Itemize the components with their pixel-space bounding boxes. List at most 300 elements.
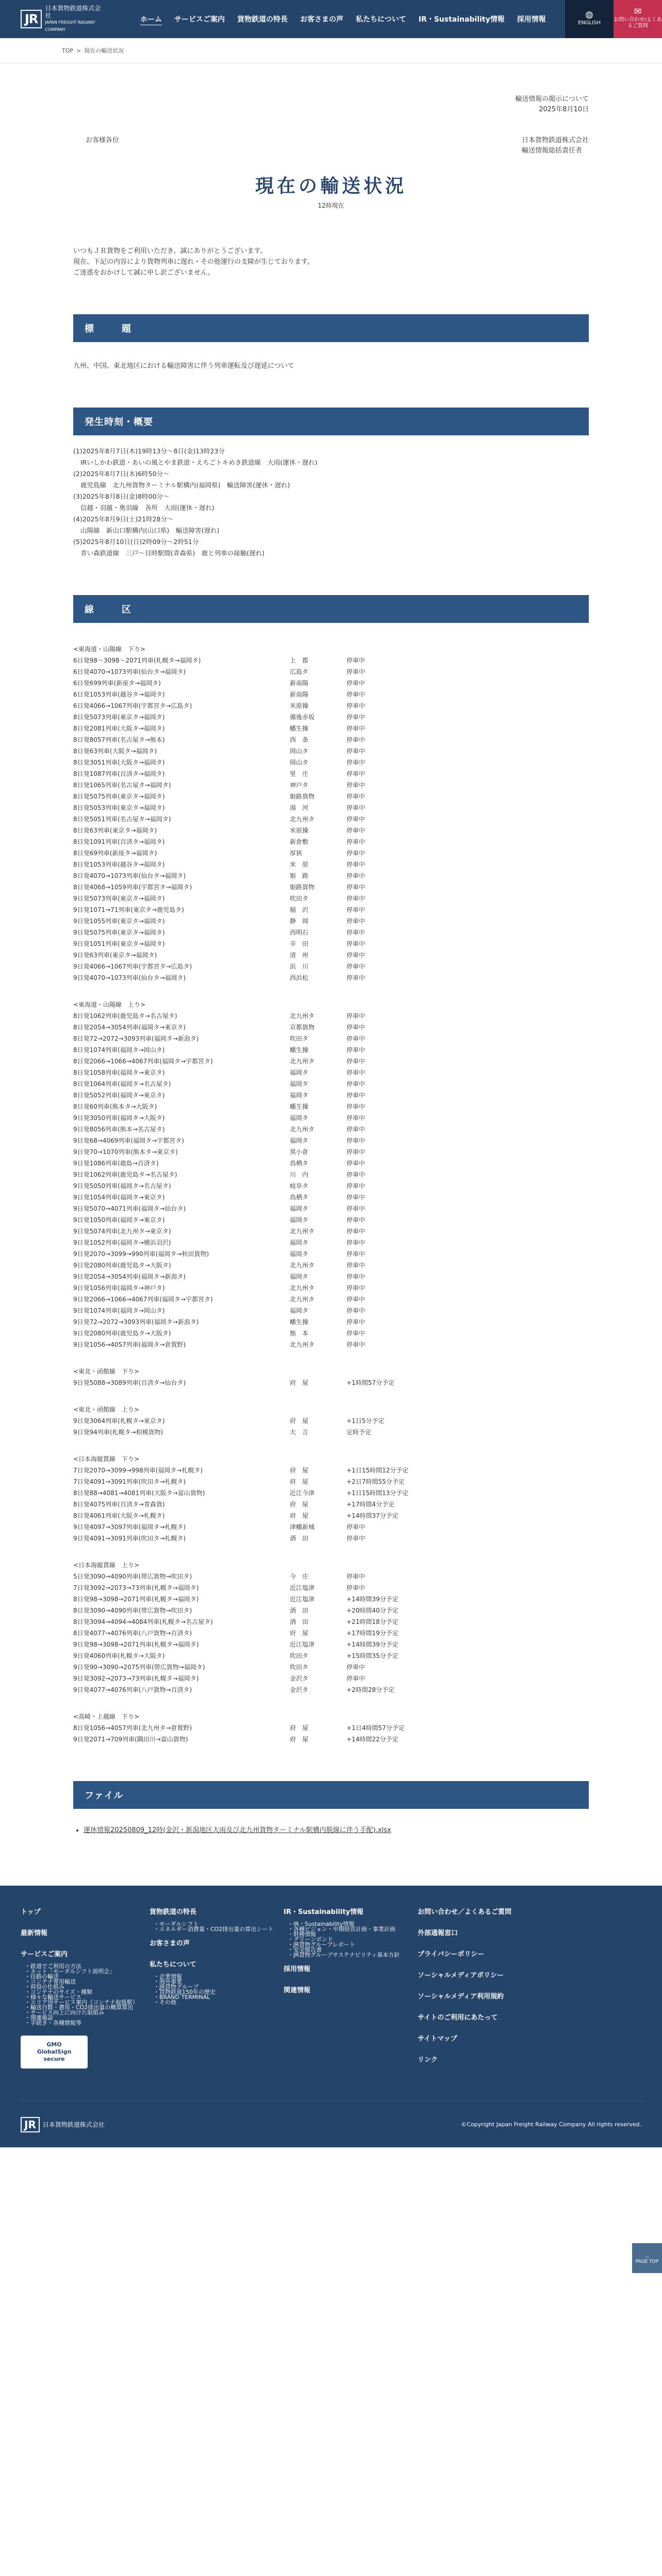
train-name: 8日発3090→4090列車(帯広貨物→吹田タ): [73, 1607, 192, 1614]
footer-link[interactable]: 私たちについて: [150, 1961, 196, 1969]
train-location: 北九州タ: [290, 1058, 315, 1065]
table-row: [73, 1605, 589, 1616]
table-row: [73, 655, 589, 666]
table-row: [73, 1180, 589, 1192]
event-detail: 青い森鉄道線 三戸～目時駅間(青森県) 鹿と列車の接触(遅れ): [80, 549, 265, 557]
nav-home[interactable]: ホーム: [140, 15, 162, 24]
table-row: [73, 1377, 589, 1388]
train-name: 8日発4070→1073列車(仙台タ→福岡タ): [73, 872, 186, 879]
footer-sub-link[interactable]: ・IR・Sustainability情報: [288, 1921, 355, 1927]
footer-sub-link[interactable]: ・コンテナ専用輸送: [25, 1978, 76, 1985]
train-location: 福岡タ: [290, 1137, 309, 1144]
train-status: 停車中: [346, 1012, 366, 1020]
train-name: 9日発1086列車(鹿島→百済タ): [73, 1160, 159, 1167]
train-status: 停車中: [346, 1171, 366, 1178]
footer-logo-mark: JR: [21, 2117, 40, 2132]
table-row: [73, 1571, 589, 1582]
table-row: [73, 1078, 589, 1090]
table-row: [73, 1499, 589, 1510]
footer-link[interactable]: 関連情報: [284, 1987, 311, 1994]
table-row: [73, 1316, 589, 1328]
train-name: 9日発4091→3091列車(吹田タ→札幌タ): [73, 1535, 186, 1542]
table-row: [73, 802, 589, 814]
train-location: 新南陽: [290, 691, 309, 698]
train-status: +2時間28分予定: [346, 1686, 394, 1693]
table-row: [73, 1616, 589, 1628]
nav-features[interactable]: 貨物鉄道の特長: [237, 15, 288, 24]
train-status: 停車中: [346, 816, 366, 823]
footer-sub-link[interactable]: ・様々な輸送サービス: [25, 1994, 81, 2001]
train-status: 停車中: [346, 952, 366, 959]
mail-icon: ✉: [634, 6, 642, 17]
global-nav: [134, 0, 552, 38]
table-row: [73, 666, 589, 677]
train-status: 停車中: [346, 1160, 366, 1167]
train-status: 停車中: [346, 759, 366, 766]
train-name: 9日発5088→3089列車(百済タ→仙台タ): [73, 1379, 186, 1386]
notice-date: 2025年8月10日: [539, 106, 589, 113]
footer-sub-link[interactable]: ・往路の輸送: [25, 1973, 59, 1980]
train-status: 停車中: [346, 1228, 366, 1235]
train-name: 6日発4070→1073列車(仙台タ→福岡タ): [73, 668, 186, 675]
footer-sub-link[interactable]: ・その他: [154, 1999, 176, 2006]
train-location: 西 条: [290, 736, 309, 743]
train-name: 8日発1074列車(福岡タ→岡山タ): [73, 1046, 165, 1054]
footer-sub-link[interactable]: ・モーダルシフト: [154, 1921, 199, 1927]
logo-text-en: JAPAN FREIGHT RAILWAY COMPANY: [45, 20, 95, 32]
train-location: 西浜松: [290, 974, 309, 981]
main-content: [73, 63, 589, 1834]
train-location: 京都貨物: [290, 1024, 315, 1031]
table-row: [73, 1226, 589, 1237]
footer-sub-link[interactable]: ・サービス向上に向けた取組み: [25, 2009, 104, 2016]
table-row: [73, 1639, 589, 1650]
footer-sub-link[interactable]: ・各種ビジョン・中期経営計画・事業計画: [288, 1926, 395, 1933]
line-block: [73, 1366, 589, 1388]
footer-logo[interactable]: [21, 2117, 105, 2132]
nav-ir[interactable]: IR・Sustainability情報: [418, 15, 505, 24]
train-status: 停車中: [346, 691, 366, 698]
table-row: [73, 1056, 589, 1067]
train-location: 浜 川: [290, 963, 309, 970]
footer-sub-link[interactable]: ・コンテナのサイズ・種類: [25, 1989, 93, 1995]
train-name: 8日発1058列車(福岡タ→東京タ): [73, 1069, 165, 1076]
train-status: 停車中: [346, 963, 366, 970]
train-name: 9日発1074列車(福岡タ→岡山タ): [73, 1307, 165, 1314]
table-row: [73, 1090, 589, 1101]
train-name: 9日発94列車(札幌タ→相模貨物): [73, 1429, 163, 1436]
train-name: 8日発5073列車(東京タ→福岡タ): [73, 714, 165, 721]
train-name: 7日発4091→3091列車(吹田タ→札幌タ): [73, 1478, 186, 1485]
footer-sub-link[interactable]: ・エリア別サービス案内（コンテナ取扱駅）: [25, 1999, 138, 2006]
train-location: 北九州タ: [290, 1284, 315, 1292]
train-location: 岡山タ: [290, 748, 309, 755]
train-location: 府 屋: [290, 1724, 309, 1732]
train-location: 吹田タ: [290, 1035, 309, 1042]
jr-logo-mark: JR: [21, 10, 42, 28]
train-status: 停車中: [346, 1318, 366, 1326]
page-title: 現在の輸送状況: [255, 175, 407, 197]
footer-sub-link[interactable]: ・海外事業: [154, 1978, 182, 1985]
footer-sub-link[interactable]: ・鉄道でご利用の方法: [25, 1963, 81, 1970]
train-name: 9日発4066→1067列車(宇都宮タ→広島タ): [73, 963, 192, 970]
train-location: 金沢タ: [290, 1686, 309, 1693]
site-header: [0, 0, 662, 38]
footer-sub-link[interactable]: ・輸送日数・費用・CO2排出量の概算算出: [25, 2004, 134, 2011]
train-name: 9日発1062列車(鹿児島タ→名古屋タ): [73, 1171, 177, 1178]
train-status: +1日4時間57分予定: [346, 1724, 405, 1732]
footer-sub-link[interactable]: ・企業情報: [154, 1973, 182, 1980]
train-status: 停車中: [346, 1584, 366, 1591]
train-location: 姫 路: [290, 872, 309, 879]
train-location: 福岡タ: [290, 1250, 309, 1258]
train-status: 停車中: [346, 725, 366, 732]
contact-button[interactable]: [614, 0, 662, 38]
table-row: [73, 938, 589, 950]
train-name: 8日発98→3098→2071列車(札幌タ→福岡タ): [73, 1596, 199, 1603]
table-row: [73, 1158, 589, 1169]
footer-sub-link[interactable]: ・貨物鉄道150年の歴史: [154, 1989, 216, 1995]
table-row: [73, 1415, 589, 1427]
table-row: [73, 745, 589, 757]
table-row: [73, 1582, 589, 1594]
event-list: [73, 446, 589, 559]
train-location: 広島タ: [290, 668, 309, 675]
train-status: +1時間57分予定: [346, 1379, 394, 1386]
train-location: 酒 田: [290, 1535, 309, 1542]
table-row: [73, 882, 589, 893]
nav-recruit[interactable]: 採用情報: [517, 15, 546, 24]
train-location: 府 屋: [290, 1630, 309, 1637]
train-name: 9日発72→2072→3093列車(福岡タ→新潟タ): [73, 1318, 199, 1326]
train-name: 9日発1071→71列車(東京タ→鹿児島タ): [73, 906, 184, 913]
table-row: [73, 677, 589, 689]
table-row: [73, 1339, 589, 1350]
footer-link[interactable]: 最新情報: [21, 1929, 48, 1937]
line-name: <日本海縦貫線 上り>: [73, 1562, 140, 1569]
train-name: 9日発68→4069列車(福岡タ→宇都宮タ): [73, 1137, 184, 1144]
footer-link[interactable]: サービスご案内: [21, 1951, 68, 1958]
table-row: [73, 961, 589, 972]
intro-line: ご迷惑をおかけして誠に申し訳ございません。: [73, 269, 214, 277]
table-row: [73, 1169, 589, 1180]
table-row: [73, 1067, 589, 1078]
train-location: 福岡タ: [290, 1239, 309, 1246]
footer-logo-text: 日本貨物鉄道株式会社: [42, 2121, 105, 2128]
train-name: 9日発98→3098→2071列車(札幌タ→福岡タ): [73, 1641, 199, 1648]
contact-label: お問い合わせ/よくあるご質問: [614, 17, 662, 29]
train-location: 湯 河: [290, 804, 309, 811]
train-name: 8日発88→4081→4081列車(大阪タ→富山貨物): [73, 1489, 205, 1497]
train-location: 川 内: [290, 1171, 309, 1178]
table-row: [73, 1305, 589, 1316]
train-location: 幡生操: [290, 1318, 309, 1326]
train-name: 8日発4077→4076列車(八戸貨物→百済タ): [73, 1630, 192, 1637]
file-list: [73, 1824, 589, 1834]
footer-link[interactable]: プライバシーポリシー: [418, 1951, 485, 1958]
train-status: +14時間37分予定: [346, 1512, 399, 1519]
footer-link[interactable]: リンク: [418, 2056, 438, 2064]
footer-link[interactable]: IR・Sustainability情報: [284, 1908, 364, 1916]
train-status: 停車中: [346, 1205, 366, 1212]
train-name: 7日発2070→3099→998列車(福岡タ→札幌タ): [73, 1467, 203, 1474]
footer-sub-link[interactable]: ・JR貨物グループ: [154, 1984, 199, 1990]
table-row: [73, 757, 589, 768]
footer-col-3: [284, 1906, 418, 2075]
train-location: 幡生操: [290, 1103, 309, 1110]
footer-link[interactable]: サイトのご利用にあたって: [418, 2014, 498, 2022]
page-top-label: PAGE TOP: [635, 2259, 659, 2264]
nav-service[interactable]: サービスご案内: [174, 15, 225, 24]
train-location: 府 屋: [290, 1467, 309, 1474]
table-row: [73, 870, 589, 882]
train-location: 西明石: [290, 929, 309, 936]
event-time: (3)2025年8月8日(金)8時00分～: [73, 493, 170, 500]
train-name: 9日発5075列車(東京タ→福岡タ): [73, 929, 165, 936]
train-name: 9日発1052列車(福岡タ→横浜羽沢): [73, 1239, 171, 1246]
footer-sub-link[interactable]: ・荷役の仕組み: [25, 1984, 64, 1990]
train-name: 9日発1051列車(東京タ→福岡タ): [73, 940, 165, 947]
train-name: 9日発4077→4076列車(八戸貨物→百済タ): [73, 1686, 192, 1693]
footer-link[interactable]: ソーシャルメディア利用規約: [418, 1993, 504, 2001]
nav-about[interactable]: 私たちについて: [356, 15, 406, 24]
train-location: 福岡タ: [290, 1307, 309, 1314]
status-time: 12時現在: [318, 202, 344, 209]
table-row: [73, 1022, 589, 1033]
table-row: [73, 1248, 589, 1260]
train-status: 停車中: [346, 804, 366, 811]
train-status: 停車中: [346, 714, 366, 721]
train-name: 6日発699列車(新座タ→福岡タ): [73, 680, 161, 687]
event-time: (2)2025年8月7日(木)6時50分～: [73, 470, 170, 478]
table-row: [73, 1734, 589, 1745]
train-location: 里 庄: [290, 770, 309, 777]
train-location: 北九州タ: [290, 1262, 315, 1269]
train-name: 9日発5050列車(福岡タ→名古屋タ): [73, 1182, 171, 1190]
footer-sub-link[interactable]: ・JR貨物グループサステナビリティ基本方針: [288, 1952, 400, 1958]
train-name: 8日発1053列車(越谷タ→福岡タ): [73, 861, 165, 868]
file-download-link[interactable]: • 運休情報20250809_12時(金沢・新潟地区大雨及び北九州貨物ターミナル駅構内脱線に伴う手配).xlsx: [84, 1824, 589, 1834]
footer-link[interactable]: お客さまの声: [150, 1940, 190, 1947]
train-status: 停車中: [346, 861, 366, 868]
train-name: 8日発3051列車(大阪タ→福岡タ): [73, 759, 165, 766]
train-name: 8日発3094→4094→4084列車(札幌タ→名古屋タ): [73, 1618, 213, 1625]
train-status: +2日7時間55分予定: [346, 1478, 405, 1485]
train-status: 停車中: [346, 668, 366, 675]
train-name: 9日発4070→1073列車(仙台タ→福岡タ): [73, 974, 186, 981]
footer-col-4: [418, 1906, 562, 2075]
train-location: 吹田タ: [290, 1652, 309, 1659]
train-status: 停車中: [346, 1296, 366, 1303]
table-row: [73, 1722, 589, 1734]
jr-freight-logo[interactable]: [0, 5, 103, 33]
table-row: [73, 1533, 589, 1544]
train-location: 北九州タ: [290, 816, 315, 823]
page-top-button[interactable]: [632, 2243, 662, 2273]
train-status: 停車中: [346, 838, 366, 845]
train-location: 岡山タ: [290, 759, 309, 766]
train-name: 9日発3050列車(福岡タ→大阪タ): [73, 1114, 165, 1122]
train-name: 9日発5070→4071列車(福岡タ→仙台タ): [73, 1205, 186, 1212]
section-events-heading: 発生時刻・概要: [73, 408, 589, 435]
train-location: 吹田タ: [290, 895, 309, 902]
train-location: 辛 田: [290, 940, 309, 947]
breadcrumb: [0, 38, 662, 63]
table-row: [73, 1476, 589, 1487]
train-name: 8日発5053列車(東京タ→福岡タ): [73, 804, 165, 811]
train-location: 府 屋: [290, 1512, 309, 1519]
footer-sub-link[interactable]: ・JR貨物グループレポート: [288, 1941, 355, 1948]
footer-sub-link[interactable]: ・ネット「モーダルシフト説明会」: [25, 1968, 115, 1975]
train-status: +14時間39分予定: [346, 1641, 399, 1648]
table-row: [73, 1135, 589, 1146]
train-location: 幡生操: [290, 1046, 309, 1054]
train-name: 8日発60列車(熊本タ→大阪タ): [73, 1103, 157, 1110]
train-name: 8日発5075列車(東京タ→福岡タ): [73, 793, 165, 800]
train-status: 停車中: [346, 906, 366, 913]
footer-link[interactable]: お問い合わせ／よくあるご質問: [418, 1908, 512, 1916]
table-row: [73, 927, 589, 938]
footer-link[interactable]: 採用情報: [284, 1965, 311, 1973]
train-status: 停車中: [346, 872, 366, 879]
site-footer: [0, 1886, 662, 2147]
train-location: 北九州タ: [290, 1296, 315, 1303]
train-status: 停車中: [346, 736, 366, 743]
train-location: 姫路貨物: [290, 793, 315, 800]
table-row: [73, 836, 589, 848]
table-row: [73, 814, 589, 825]
train-status: 停車中: [346, 1092, 366, 1099]
globalsign-badge: [21, 2036, 88, 2069]
train-location: 稲 沢: [290, 906, 309, 913]
footer-sub-link[interactable]: ・グリーンボンド: [288, 1936, 333, 1943]
train-status: 停車中: [346, 1573, 366, 1580]
train-status: 停車中: [346, 1126, 366, 1133]
headline-text: 九州、中国、東北地区における輸送障害に伴う列車運転及び遅延について: [73, 362, 294, 370]
train-location: 厚狭: [290, 850, 303, 857]
footer-sub-link[interactable]: ・財務情報: [288, 1931, 316, 1938]
table-row: [73, 1427, 589, 1438]
table-row: [73, 791, 589, 802]
train-status: +1日15時間13分予定: [346, 1489, 409, 1497]
nav-customer-voice[interactable]: お客さまの声: [300, 15, 343, 24]
train-status: 停車中: [346, 1307, 366, 1314]
train-location: 岐阜タ: [290, 1182, 309, 1190]
line-block: [73, 1404, 589, 1438]
train-location: 北九州タ: [290, 1228, 315, 1235]
footer-link[interactable]: ソーシャルメディアポリシー: [418, 1972, 504, 1979]
train-name: 5日発3090→4090列車(帯広貨物→吹田タ): [73, 1573, 192, 1580]
table-row: [73, 734, 589, 745]
train-location: 福岡タ: [290, 1205, 309, 1212]
table-row: [73, 1237, 589, 1248]
table-row: [73, 779, 589, 791]
train-status: 停車中: [346, 918, 366, 925]
train-status: 停車中: [346, 1216, 366, 1224]
footer-sub-link[interactable]: ・エネルギー消費量・CO2排出量の算出シート: [154, 1926, 274, 1933]
train-location: 福岡タ: [290, 1216, 309, 1224]
footer-sub-link[interactable]: ・BRAND TERMINAL: [154, 1994, 210, 2001]
english-button[interactable]: [565, 0, 614, 38]
train-name: 8日発5052列車(福岡タ→東京タ): [73, 1092, 165, 1099]
train-name: 9日発2070→3099→990列車(福岡タ→秋田貨物): [73, 1250, 209, 1258]
train-name: 8日発4061列車(大阪タ→札幌タ): [73, 1512, 165, 1519]
table-row: [73, 1203, 589, 1214]
table-row: [73, 1673, 589, 1684]
train-location: 北九州タ: [290, 1126, 315, 1133]
footer-link[interactable]: サイトマップ: [418, 2035, 457, 2043]
train-name: 9日発2071→709列車(隅田川→富山貨物): [73, 1736, 188, 1743]
train-location: 熊 本: [290, 1330, 309, 1337]
train-name: 8日発63列車(東京タ→福岡タ): [73, 827, 157, 834]
train-name: 8日発5051列車(名古屋タ→福岡タ): [73, 816, 171, 823]
breadcrumb-top[interactable]: TOP: [62, 47, 74, 54]
section-file-heading: ファイル: [73, 1781, 589, 1809]
event-detail: 鹿児島線 北九州貨物ターミナル駅構内(福岡県) 輸送障害(運休・遅れ): [80, 481, 290, 489]
section-lines-heading: 線 区: [73, 595, 589, 623]
notice-label: 輸送情報の掲示について: [515, 95, 589, 103]
table-row: [73, 1662, 589, 1673]
table-row: [73, 1112, 589, 1124]
train-name: 8日発1087列車(百済タ→福岡タ): [73, 770, 165, 777]
train-location: 近江塩津: [290, 1641, 315, 1648]
train-name: 9日発1056→4057列車(福岡タ→倉賀野): [73, 1341, 186, 1348]
footer-sub-link[interactable]: ・関連施設: [25, 2014, 53, 2021]
train-status: +21時間18分予定: [346, 1618, 399, 1625]
train-status: 停車中: [346, 827, 366, 834]
train-location: 姫路貨物: [290, 884, 315, 891]
train-location: 幡生操: [290, 725, 309, 732]
line-block: [73, 1711, 589, 1745]
table-row: [73, 1033, 589, 1044]
train-location: 近江塩津: [290, 1584, 315, 1591]
footer-link[interactable]: トップ: [21, 1908, 41, 1916]
chevron-up-icon: ︿: [644, 2253, 650, 2259]
train-location: 北九州タ: [290, 1012, 315, 1020]
event-time: (4)2025年8月9日(土)21時28分～: [73, 515, 174, 523]
train-status: 停車中: [346, 1239, 366, 1246]
footer-link[interactable]: 貨物鉄道の特長: [150, 1908, 197, 1916]
table-row: [73, 723, 589, 734]
train-name: 9日発8056列車(熊本→名古屋タ): [73, 1126, 165, 1133]
train-status: 停車中: [346, 1535, 366, 1542]
train-name: 9日発3064列車(札幌タ→東京タ): [73, 1417, 165, 1425]
train-name: 9日発2080列車(鹿児島タ→大阪タ): [73, 1262, 171, 1269]
train-name: 9日発3092→2073→73列車(札幌タ→福岡タ): [73, 1675, 199, 1682]
table-row: [73, 1271, 589, 1282]
table-row: [73, 1260, 589, 1271]
train-status: 停車中: [346, 1148, 366, 1156]
train-name: 9日発1055列車(東京タ→福岡タ): [73, 918, 165, 925]
train-location: 酒 田: [290, 1618, 309, 1625]
footer-link[interactable]: 外部通報窓口: [418, 1929, 458, 1937]
train-name: 8日発4075列車(百済タ→青森貨): [73, 1501, 165, 1508]
train-status: 停車中: [346, 1182, 366, 1190]
train-location: 清 州: [290, 952, 309, 959]
footer-sub-link[interactable]: ・手続き・各種情報等: [25, 2020, 81, 2026]
train-name: 8日発63列車(大阪タ→福岡タ): [73, 748, 157, 755]
line-block: [73, 643, 589, 984]
train-status: +1日5分予定: [346, 1417, 385, 1425]
footer-sub-link[interactable]: ・安全報告書: [288, 1946, 322, 1953]
train-location: 福岡タ: [290, 1080, 309, 1088]
train-status: 停車中: [346, 974, 366, 981]
table-row: [73, 1124, 589, 1135]
table-row: [73, 1594, 589, 1605]
event-time: (1)2025年8月7日(木)19時13分～8日(金)13時23分: [73, 447, 225, 455]
line-name: <東北・函館線 上り>: [73, 1406, 140, 1413]
table-row: [73, 1146, 589, 1158]
